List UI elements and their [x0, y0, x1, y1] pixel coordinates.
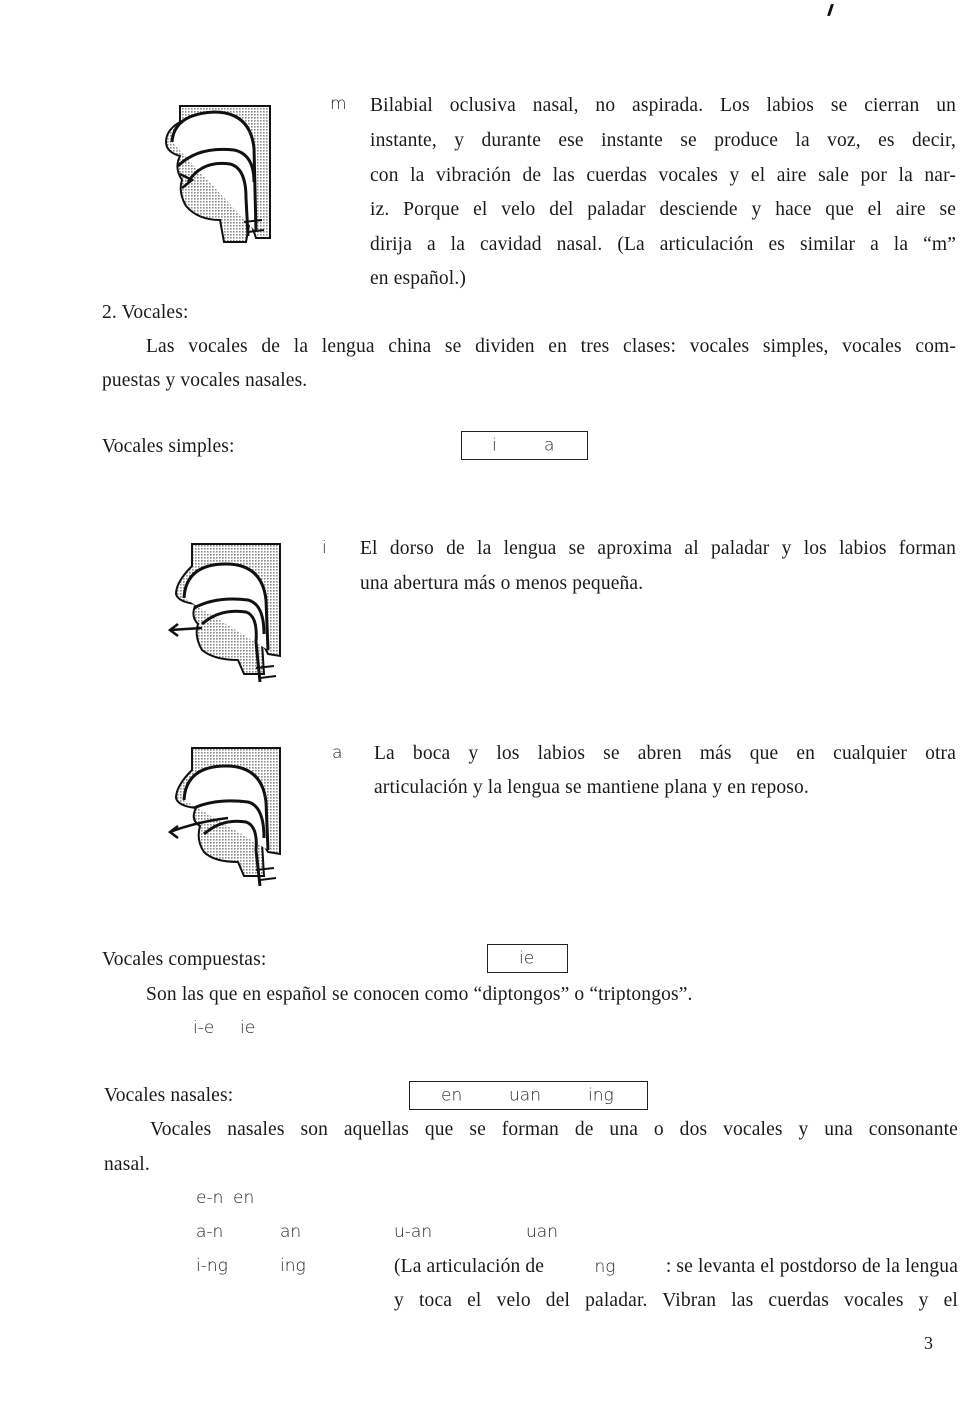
text-line: Bilabial oclusiva nasal, no aspirada. Los labios se cierran un [370, 95, 956, 116]
text-line: en español.) [370, 268, 467, 289]
vocales-nasales-box [409, 1081, 648, 1110]
scan-mark [827, 4, 834, 16]
text-line [394, 1256, 958, 1278]
text-line: con la vibración de las cuerdas vocales y el aire sale por la nar- [370, 165, 956, 186]
box-item: en [441, 1085, 463, 1106]
vowel-symbol-i: i [322, 538, 327, 558]
intro-text-line: Vocales nasales son aquellas que se forman de una o dos vocales y una consonante [150, 1119, 958, 1140]
example-result: uan [526, 1222, 558, 1242]
sagittal-section-vowel-i-diagram [168, 542, 286, 688]
box-item: i [492, 435, 497, 456]
vocales-compuestas-description: Son las que en español se conocen como “diptongos” o “triptongos”. [146, 984, 693, 1005]
consonant-symbol-m: m [330, 94, 347, 114]
vocales-compuestas-box [487, 944, 568, 973]
section-heading: 2. Vocales: [102, 302, 189, 323]
box-item: a [544, 435, 555, 456]
example-result: ie [240, 1018, 256, 1038]
example-parts: a-n [196, 1222, 224, 1242]
text-segment: (La articulación de [394, 1256, 545, 1277]
example-parts: u-an [394, 1222, 433, 1242]
box-item: uan [509, 1085, 541, 1106]
page-number: 3 [924, 1333, 934, 1353]
text-line: iz. Porque el velo del paladar desciende y hace que el aire se [370, 199, 956, 220]
text-segment: : se levanta el postdorso de la lengua [665, 1256, 958, 1277]
vocales-nasales-label: Vocales nasales: [104, 1085, 234, 1106]
vocales-compuestas-label: Vocales compuestas: [102, 949, 267, 970]
intro-text-line: nasal. [104, 1154, 150, 1175]
text-line: articulación y la lengua se mantiene plana y en reposo. [374, 777, 809, 798]
text-line: El dorso de la lengua se aproxima al paladar y los labios forman [360, 538, 956, 559]
example-result: en [233, 1188, 255, 1208]
ng-symbol: ng [594, 1257, 616, 1277]
sagittal-section-vowel-a-diagram [168, 746, 286, 892]
text-line: La boca y los labios se abren más que en cualquier otra [374, 743, 956, 764]
text-line: una abertura más o menos pequeña. [360, 573, 644, 594]
text-line: y toca el velo del paladar. Vibran las cuerdas vocales y el [394, 1290, 958, 1311]
example-result: ing [280, 1256, 306, 1276]
vocales-simples-label: Vocales simples: [102, 436, 235, 457]
intro-text-line: Las vocales de la lengua china se dividen en tres clases: vocales simples, vocales com- [146, 336, 956, 357]
sagittal-section-nasal-m-diagram [158, 102, 276, 248]
example-parts: i-ng [196, 1256, 228, 1276]
text-line: dirija a la cavidad nasal. (La articulación es similar a la “m” [370, 234, 956, 255]
intro-text-line: puestas y vocales nasales. [102, 370, 308, 391]
vocales-simples-box [461, 431, 588, 460]
vowel-symbol-a: a [332, 743, 343, 763]
box-item: ing [588, 1085, 614, 1106]
text-line: instante, y durante ese instante se produce la voz, es decir, [370, 130, 956, 151]
box-item: ie [519, 948, 535, 969]
example-parts: e-n [196, 1188, 224, 1208]
example-parts: i-e [193, 1018, 215, 1038]
example-result: an [280, 1222, 302, 1242]
